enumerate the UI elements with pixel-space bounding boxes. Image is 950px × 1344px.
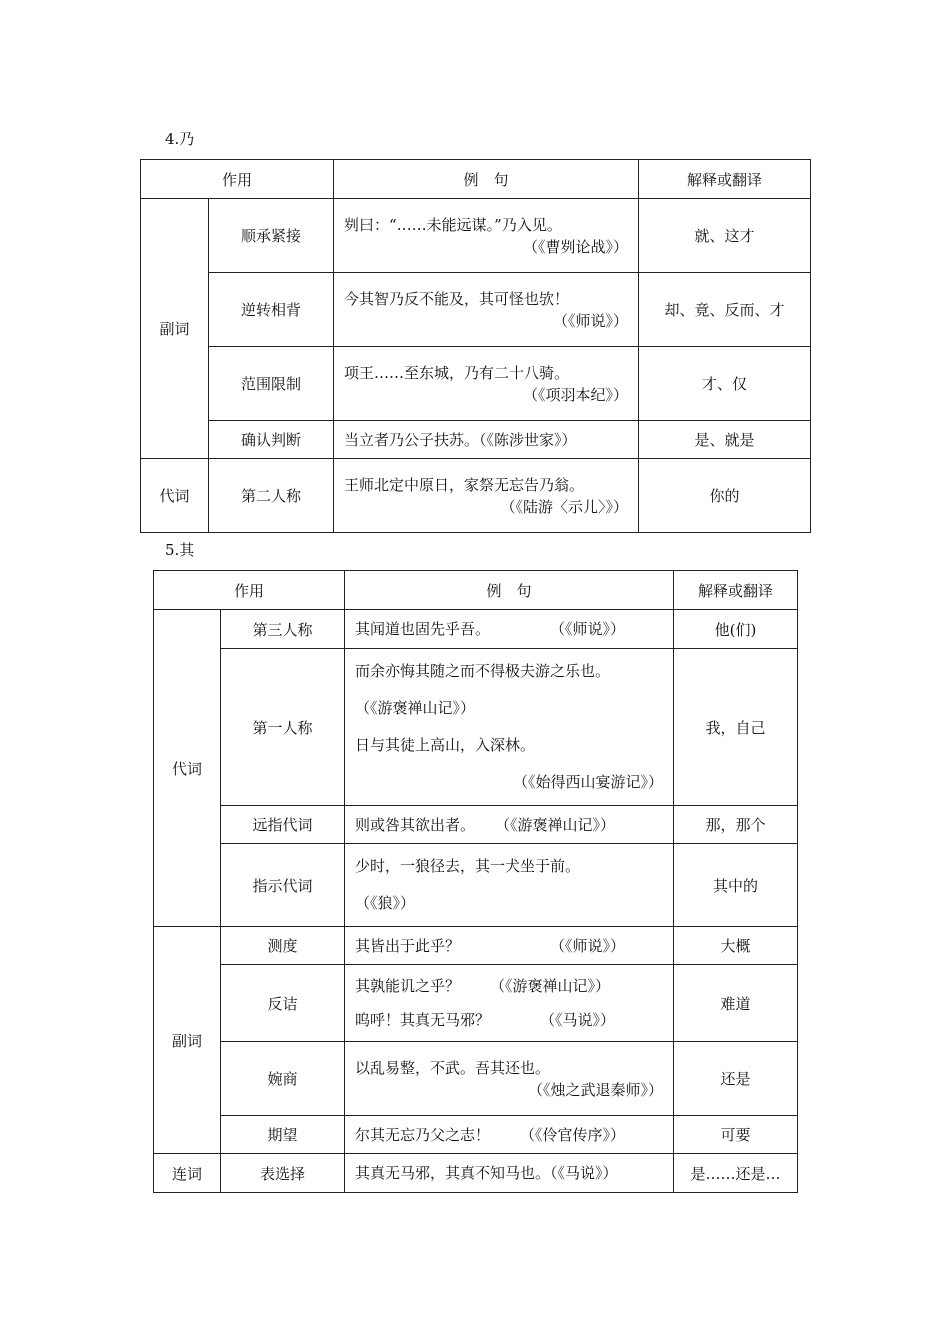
example-sentence: 而余亦悔其随之而不得极夫游之乐也。: [355, 662, 611, 680]
usage-cell: 第一人称: [221, 649, 345, 806]
example-cell: [345, 844, 674, 927]
example-sentence: 以乱易整，不武。吾其还也。: [355, 1058, 551, 1077]
usage-cell: 指示代词: [221, 844, 345, 927]
group-label-pronoun: 代词: [141, 459, 209, 533]
table-header-row: [141, 160, 811, 199]
example-source: （《师说》）: [550, 936, 626, 955]
table-row: [154, 1116, 798, 1154]
example-cell: [334, 273, 639, 347]
example-cell: [345, 965, 674, 1042]
example-cell: [334, 347, 639, 421]
example-cell: [345, 806, 674, 844]
group-label-adverb: 副词: [154, 927, 221, 1154]
meaning-cell: 还是: [674, 1042, 798, 1116]
table-row: [154, 965, 798, 1042]
example-source: （《游褒禅山记》）: [355, 699, 476, 717]
meaning-cell: 我，自己: [674, 649, 798, 806]
header-example: 例 句: [334, 160, 639, 199]
table-row: [154, 844, 798, 927]
meaning-cell: 可要: [674, 1116, 798, 1154]
meaning-cell: 他(们): [674, 610, 798, 649]
example-source: （《师说》）: [550, 620, 626, 638]
meaning-cell: 难道: [674, 965, 798, 1042]
example-source: （《陆游〈示儿〉》）: [500, 497, 629, 516]
table-row: [141, 459, 811, 533]
header-example: 例 句: [345, 571, 674, 610]
meaning-cell: 你的: [639, 459, 811, 533]
example-sentence: 尔其无忘乃父之志！: [355, 1125, 491, 1144]
example-cell: [334, 199, 639, 273]
example-sentence: 少时，一狼径去，其一犬坐于前。: [355, 857, 581, 875]
table-row: [154, 610, 798, 649]
usage-cell: 逆转相背: [209, 273, 334, 347]
group-label-conjunction: 连词: [154, 1154, 221, 1193]
example-sentence: 今其智乃反不能及，其可怪也欤！: [344, 289, 570, 308]
meaning-cell: 其中的: [674, 844, 798, 927]
example-cell: 其真无马邪，其真不知马也。（《马说》）: [345, 1154, 674, 1193]
example-source: （《师说》）: [553, 311, 629, 330]
example-source: （《烛之武退秦师》）: [528, 1080, 664, 1099]
usage-cell: 范围限制: [209, 347, 334, 421]
table-row: [154, 649, 798, 806]
header-usage: 作用: [141, 160, 334, 199]
example-sentence: 刿曰：“……未能远谋。”乃入见。: [344, 215, 562, 234]
usage-cell: 顺承紧接: [209, 199, 334, 273]
table-row: [141, 421, 811, 459]
example-source: （《项羽本纪》）: [523, 385, 629, 404]
table-row: [154, 1154, 798, 1193]
example-cell: [345, 927, 674, 965]
table-row: [141, 199, 811, 273]
table-qi: [153, 570, 798, 1193]
example-source: （《伶官传序》）: [520, 1125, 626, 1144]
example-sentence: 呜呼！其真无马邪？: [355, 1011, 491, 1029]
header-meaning: 解释或翻译: [674, 571, 798, 610]
table-row: [154, 1042, 798, 1116]
meaning-cell: 大概: [674, 927, 798, 965]
usage-cell: 第二人称: [209, 459, 334, 533]
meaning-cell: 是……还是…: [674, 1154, 798, 1193]
usage-cell: 表选择: [221, 1154, 345, 1193]
example-source: （《游褒禅山记》）: [495, 815, 616, 834]
table-row: [141, 347, 811, 421]
usage-cell: 期望: [221, 1116, 345, 1154]
table-row: [154, 927, 798, 965]
usage-cell: 婉商: [221, 1042, 345, 1116]
table-row: [141, 273, 811, 347]
table-row: [154, 806, 798, 844]
usage-cell: 测度: [221, 927, 345, 965]
example-cell: [345, 649, 674, 806]
meaning-cell: 却、竟、反而、才: [639, 273, 811, 347]
meaning-cell: 那，那个: [674, 806, 798, 844]
example-cell: [345, 610, 674, 649]
example-sentence: 其皆出于此乎？: [355, 936, 461, 955]
example-cell: [334, 459, 639, 533]
header-usage: 作用: [154, 571, 345, 610]
section-5-heading: 5.其: [165, 541, 195, 559]
example-cell: 当立者乃公子扶苏。（《陈涉世家》）: [334, 421, 639, 459]
table-header-row: [154, 571, 798, 610]
usage-cell: 第三人称: [221, 610, 345, 649]
table-nai: [140, 159, 811, 533]
group-label-pronoun: 代词: [154, 610, 221, 927]
example-sentence: 项王……至东城，乃有二十八骑。: [344, 363, 570, 382]
meaning-cell: 就、这才: [639, 199, 811, 273]
header-meaning: 解释或翻译: [639, 160, 811, 199]
meaning-cell: 是、就是: [639, 421, 811, 459]
example-cell: [345, 1042, 674, 1116]
usage-cell: 确认判断: [209, 421, 334, 459]
example-sentence: 其孰能讥之乎？: [355, 977, 461, 995]
example-sentence: 其闻道也固先乎吾。: [355, 620, 491, 638]
section-4-heading: 4.乃: [165, 130, 195, 148]
meaning-cell: 才、仅: [639, 347, 811, 421]
usage-cell: 反诘: [221, 965, 345, 1042]
example-source: （《狼》）: [355, 894, 416, 912]
example-sentence: 王师北定中原日，家祭无忘告乃翁。: [344, 475, 585, 494]
example-sentence: 则或咎其欲出者。: [355, 815, 476, 834]
example-source: （《始得西山宴游记》）: [513, 773, 664, 791]
example-sentence: 日与其徒上高山，入深林。: [355, 736, 536, 754]
usage-cell: 远指代词: [221, 806, 345, 844]
example-source: （《曹刿论战》）: [523, 237, 629, 256]
example-source: （《游褒禅山记》）: [490, 977, 611, 995]
example-cell: [345, 1116, 674, 1154]
group-label-adverb: 副词: [141, 199, 209, 459]
example-source: （《马说》）: [540, 1011, 616, 1029]
